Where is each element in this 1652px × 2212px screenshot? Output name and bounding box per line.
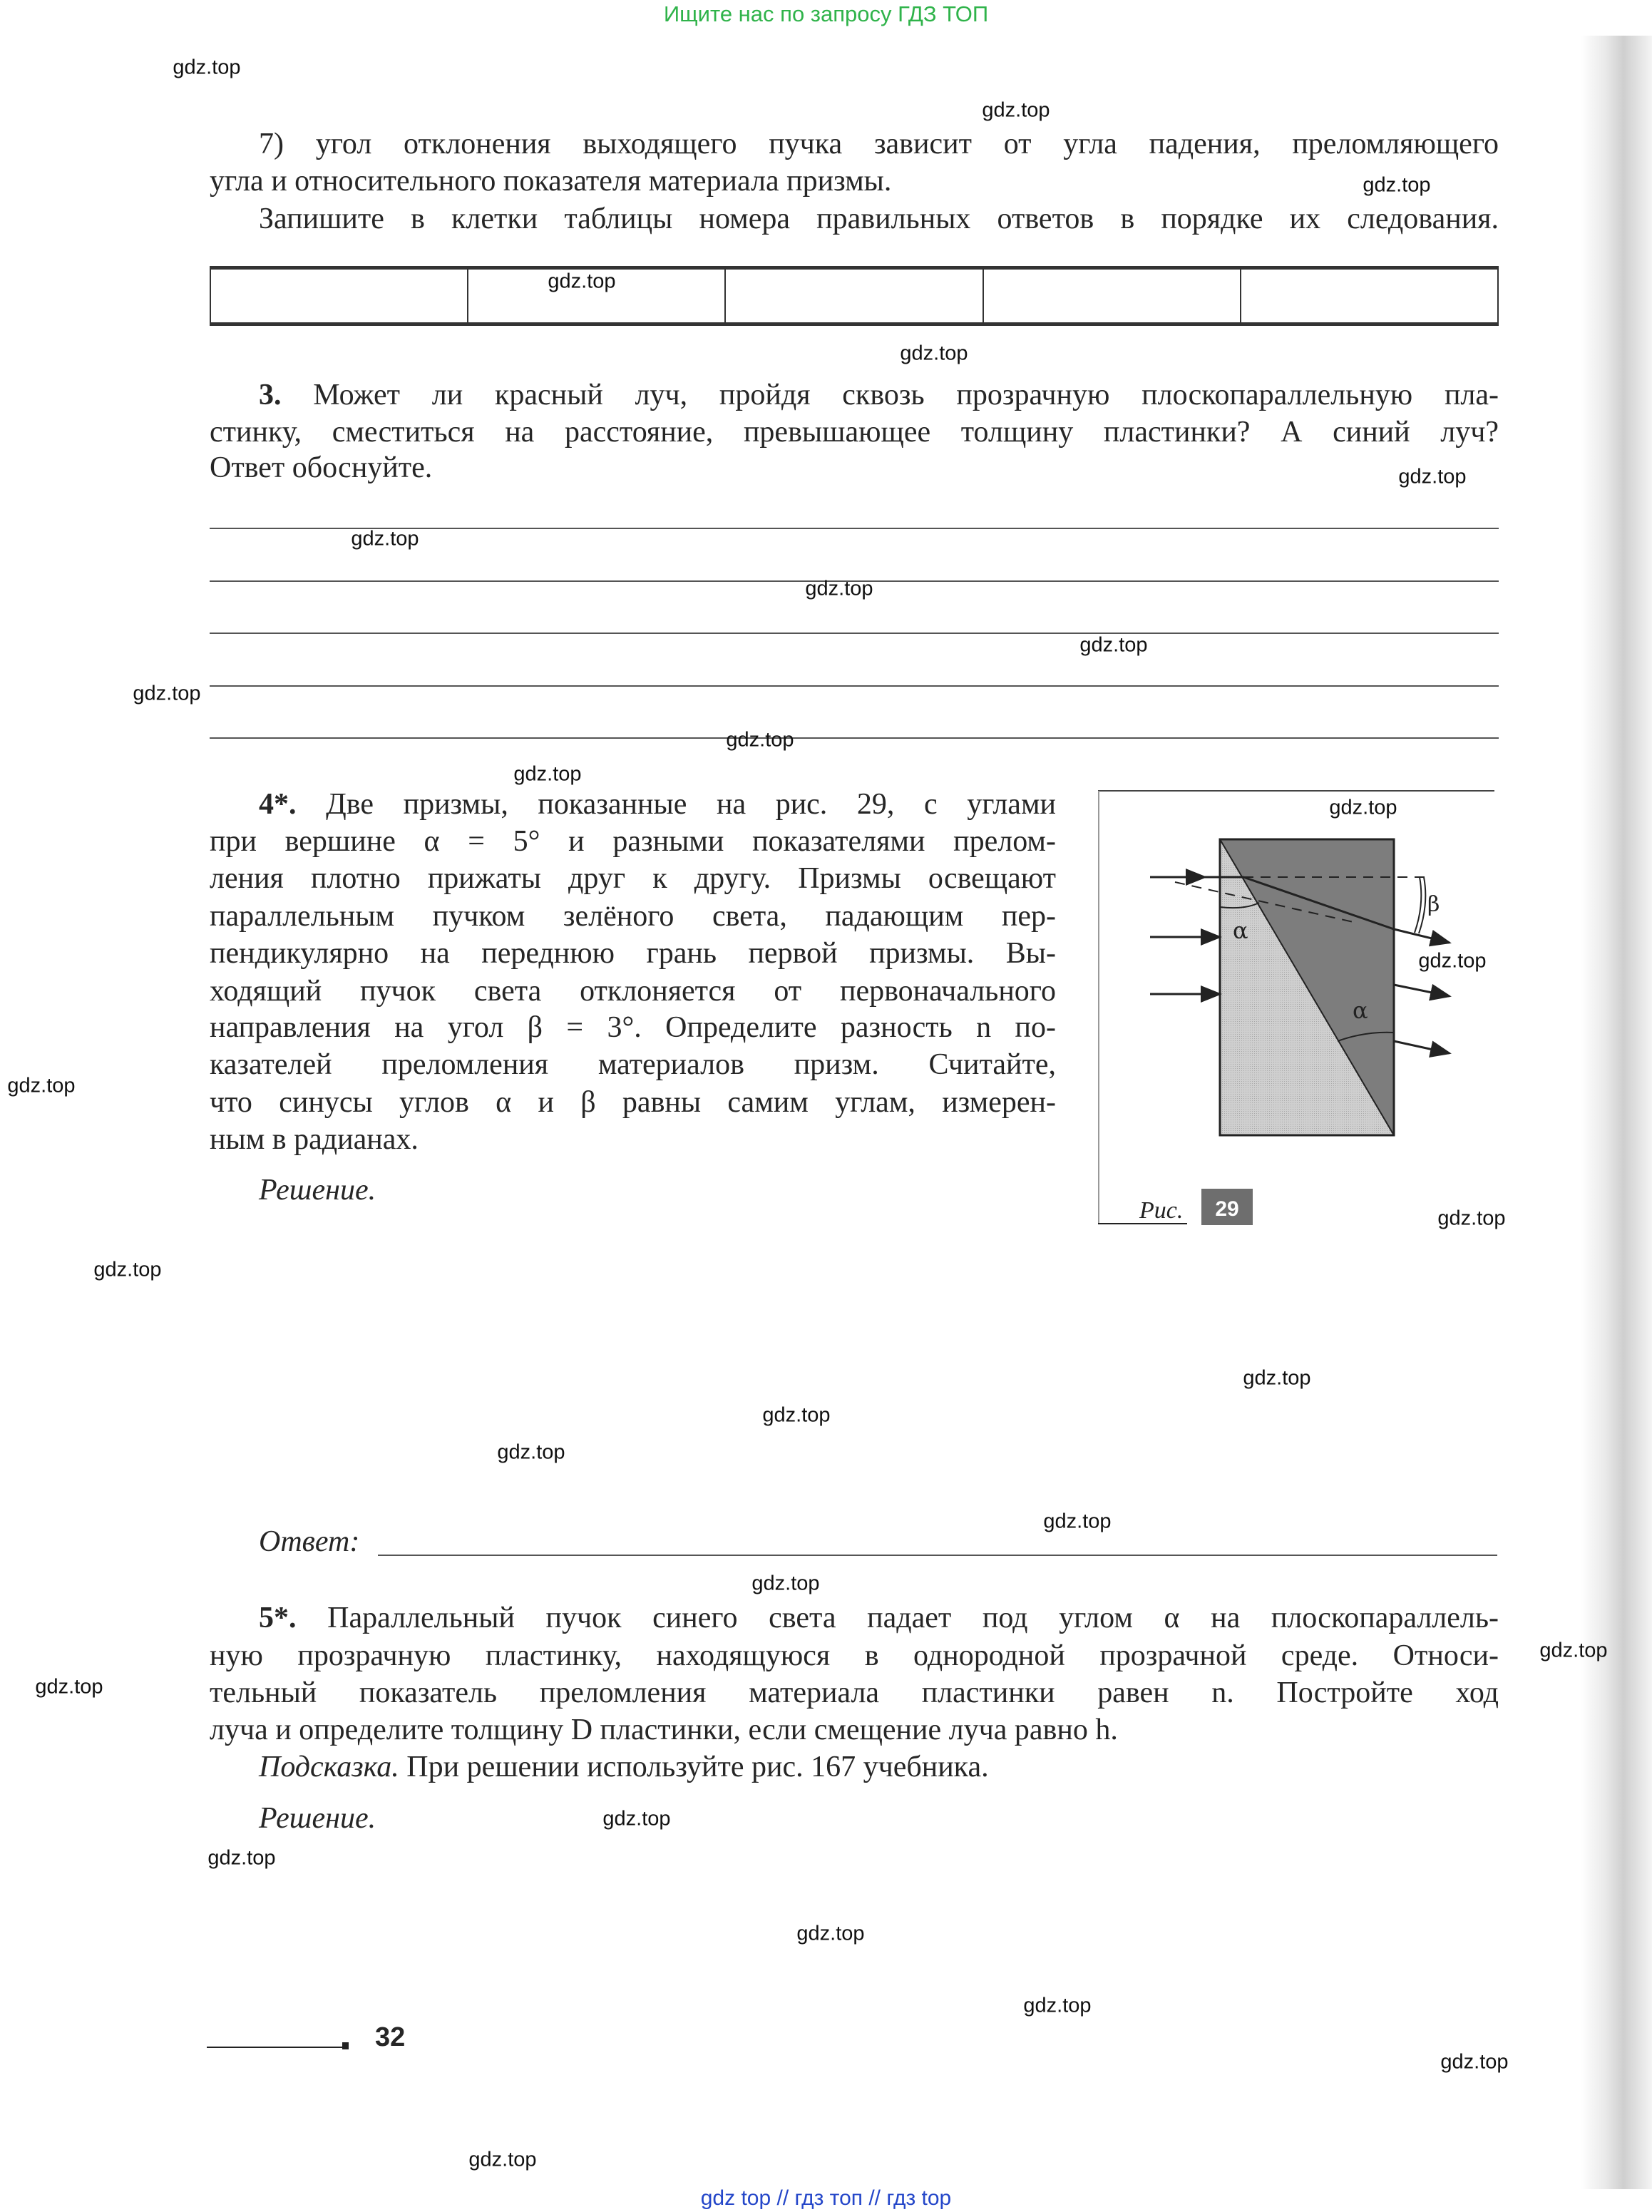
q3-line2: стинку, сместиться на расстояние, превышающее толщину пластинки? А синий луч? <box>210 416 1499 449</box>
answer-line-5[interactable] <box>210 737 1499 739</box>
prism-diagram <box>1098 790 1494 1225</box>
q5-line: луча и определите толщину D пластинки, если смещение луча равно h. <box>210 1714 1118 1746</box>
watermark: gdz.top <box>1023 1994 1092 2017</box>
watermark: gdz.top <box>1043 1510 1112 1533</box>
watermark: gdz.top <box>900 342 968 365</box>
watermark: gdz.top <box>1079 633 1148 657</box>
answer-input-line[interactable] <box>378 1555 1497 1556</box>
q4-line: ходящий пучок света отклоняется от первоначального <box>210 975 1056 1008</box>
watermark: gdz.top <box>1437 1207 1506 1230</box>
q5-line: ную прозрачную пластинку, находящуюся в однородной прозрачной среде. Относи- <box>210 1639 1499 1672</box>
q4-line: при вершине α = 5° и разными показателями прелом- <box>210 825 1056 858</box>
q4-line: казателей преломления материалов призм. Считайте, <box>210 1048 1056 1081</box>
watermark: gdz.top <box>207 1846 276 1870</box>
beta-arc <box>1415 877 1425 933</box>
q4-line: ления плотно прижаты друг к другу. Призмы освещают <box>210 862 1056 895</box>
watermark: gdz.top <box>548 270 616 293</box>
q5-line: тельный показатель преломления материала пластинки равен n. Постройте ход <box>210 1676 1499 1709</box>
watermark: gdz.top <box>497 1440 565 1464</box>
watermark: gdz.top <box>93 1258 162 1281</box>
figure-caption: Рис. <box>1139 1197 1184 1224</box>
top-search-link[interactable]: Ищите нас по запросу ГДЗ ТОП <box>663 1 989 26</box>
hint-label: Подсказка. <box>259 1751 399 1783</box>
q5-line <box>259 1599 1499 1637</box>
q4-line: направления на угол β = 3°. Определите разность n по- <box>210 1011 1056 1044</box>
watermark: gdz.top <box>796 1922 865 1945</box>
figure-number: 29 <box>1215 1197 1239 1221</box>
q5-line-text: Параллельный пучок синего света падает под углом α на плоскопараллель- <box>327 1602 1499 1634</box>
beta-label: β <box>1427 892 1440 917</box>
page-number: 32 <box>375 2022 406 2052</box>
alpha-label-2: α <box>1353 997 1368 1024</box>
watermark: gdz.top <box>726 728 794 752</box>
q4-line: ным в радианах. <box>210 1123 419 1156</box>
watermark: gdz.top <box>513 762 582 786</box>
q4-line: параллельным пучком зелёного света, падающим пер- <box>210 900 1056 933</box>
bottom-links[interactable]: gdz top // гдз топ // гдз top <box>700 2186 952 2210</box>
q5-number: 5*. <box>259 1602 297 1634</box>
q5-solution-label: Решение. <box>259 1802 376 1835</box>
answer-label: Ответ: <box>259 1525 360 1558</box>
watermark: gdz.top <box>805 577 873 600</box>
answer-cell-5[interactable] <box>1241 270 1497 322</box>
answer-cell-3[interactable] <box>726 270 983 322</box>
hint-text: При решении используйте рис. 167 учебника. <box>406 1751 989 1783</box>
watermark: gdz.top <box>1440 2050 1509 2074</box>
answer-line-3[interactable] <box>210 633 1499 634</box>
watermark: gdz.top <box>751 1572 820 1595</box>
q4-line: пендикулярно на переднюю грань первой призмы. Вы- <box>210 937 1056 970</box>
q3-number: 3. <box>259 379 282 411</box>
page-edge-shadow <box>1581 36 1652 2189</box>
answer-line-4[interactable] <box>210 685 1499 687</box>
outgoing-ray-1 <box>1394 929 1450 943</box>
watermark: gdz.top <box>1418 949 1487 973</box>
watermark: gdz.top <box>133 682 201 705</box>
watermark: gdz.top <box>1363 173 1431 197</box>
watermark: gdz.top <box>468 2148 537 2171</box>
outgoing-ray-2 <box>1394 985 1450 996</box>
item7-line1: 7) угол отклонения выходящего пучка зависит от угла падения, преломляющего <box>259 128 1499 160</box>
watermark: gdz.top <box>762 1403 831 1427</box>
outgoing-ray-3 <box>1394 1041 1450 1053</box>
watermark: gdz.top <box>173 56 241 79</box>
watermark: gdz.top <box>351 527 419 551</box>
q3-line1-text: Может ли красный луч, пройдя сквозь прозрачную плоскопараллельную пла- <box>313 379 1499 411</box>
q5-hint <box>259 1748 989 1786</box>
page-number-rule <box>207 2047 344 2048</box>
watermark: gdz.top <box>1329 796 1397 819</box>
watermark: gdz.top <box>35 1675 103 1699</box>
page-number-marker <box>342 2042 349 2049</box>
watermark: gdz.top <box>1398 465 1467 488</box>
q4-line: что синусы углов α и β равны самим углам, измерен- <box>210 1086 1056 1119</box>
item7-line2: угла и относительного показателя материала призмы. <box>210 165 892 198</box>
watermark: gdz.top <box>7 1074 76 1097</box>
watermark: gdz.top <box>1539 1639 1608 1662</box>
watermark: gdz.top <box>602 1807 671 1830</box>
answer-cell-4[interactable] <box>984 270 1241 322</box>
q4-number: 4*. <box>259 788 297 821</box>
figure-29 <box>1098 790 1494 1225</box>
q4-solution-label: Решение. <box>259 1174 376 1207</box>
watermark: gdz.top <box>1243 1366 1311 1390</box>
q4-line-text: Две призмы, показанные на рис. 29, с углами <box>326 788 1057 821</box>
q3-line1 <box>259 377 1499 414</box>
q3-line3: Ответ обоснуйте. <box>210 451 433 484</box>
answer-cell-1[interactable] <box>211 270 468 322</box>
instruction-text: Запишите в клетки таблицы номера правильных ответов в порядке их следования. <box>259 203 1499 235</box>
answer-table <box>210 266 1499 326</box>
alpha-label-1: α <box>1233 917 1248 944</box>
q4-line <box>259 786 1056 823</box>
watermark: gdz.top <box>982 98 1050 122</box>
